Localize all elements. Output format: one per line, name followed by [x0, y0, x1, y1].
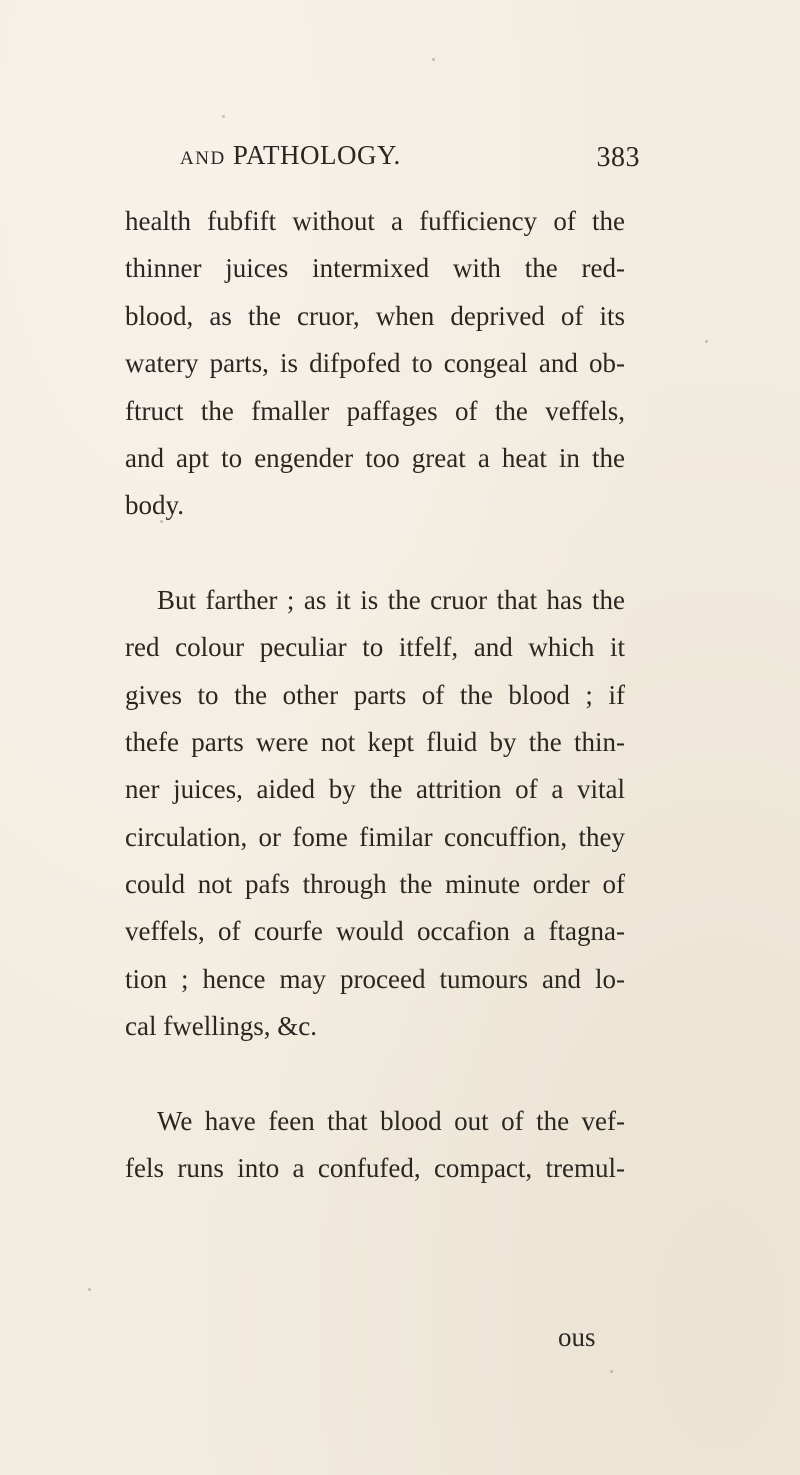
catchword: ous [558, 1322, 596, 1352]
paper-speck [432, 58, 435, 61]
paragraph-1 [125, 198, 625, 530]
paragraph-gap [125, 1051, 625, 1098]
paper-speck [610, 1370, 613, 1373]
text-line: veffels, of courfe would occafion a ftagna- [125, 916, 625, 947]
text-line: fels runs into a confufed, compact, tremul- [125, 1153, 625, 1184]
text-line: and apt to engender too great a heat in the [125, 442, 625, 473]
text-line: red colour peculiar to itfelf, and which it [125, 632, 625, 663]
text-line: watery parts, is difpofed to congeal and ob- [125, 348, 625, 379]
running-head-title: PATHOLOGY. [232, 140, 401, 170]
text-line: cal fwellings, &c. [125, 1011, 317, 1042]
text-line: ner juices, aided by the attrition of a vital [125, 774, 625, 805]
paragraph-3 [125, 1098, 625, 1193]
paper-speck [705, 340, 708, 343]
text-line: tion ; hence may proceed tumours and lo- [125, 963, 625, 994]
body-text [125, 198, 625, 1192]
paper-speck [160, 520, 163, 523]
page-header [180, 140, 640, 186]
paragraph-2 [125, 577, 625, 1051]
page-number: 383 [596, 142, 640, 173]
running-head-prefix: AND [180, 148, 226, 169]
paper-speck [222, 115, 225, 118]
text-line: body. [125, 490, 184, 521]
text-line: could not pafs through the minute order of [125, 869, 625, 900]
paragraph-gap [125, 530, 625, 577]
text-line: thefe parts were not kept fluid by the thin- [125, 726, 625, 757]
text-line: We have feen that blood out of the vef- [157, 1105, 625, 1136]
text-line: health fubfift without a fufficiency of the [125, 206, 625, 236]
paper-speck [88, 1288, 91, 1291]
text-line: ftruct the fmaller paffages of the veffels, [125, 395, 625, 426]
running-head [180, 140, 401, 171]
text-line: thinner juices intermixed with the red- [125, 253, 625, 284]
text-line: blood, as the cruor, when deprived of its [125, 300, 625, 331]
text-line: gives to the other parts of the blood ; if [125, 679, 625, 710]
text-line: circulation, or fome fimilar concuffion, they [125, 821, 625, 852]
text-line: But farther ; as it is the cruor that has the [157, 584, 625, 615]
